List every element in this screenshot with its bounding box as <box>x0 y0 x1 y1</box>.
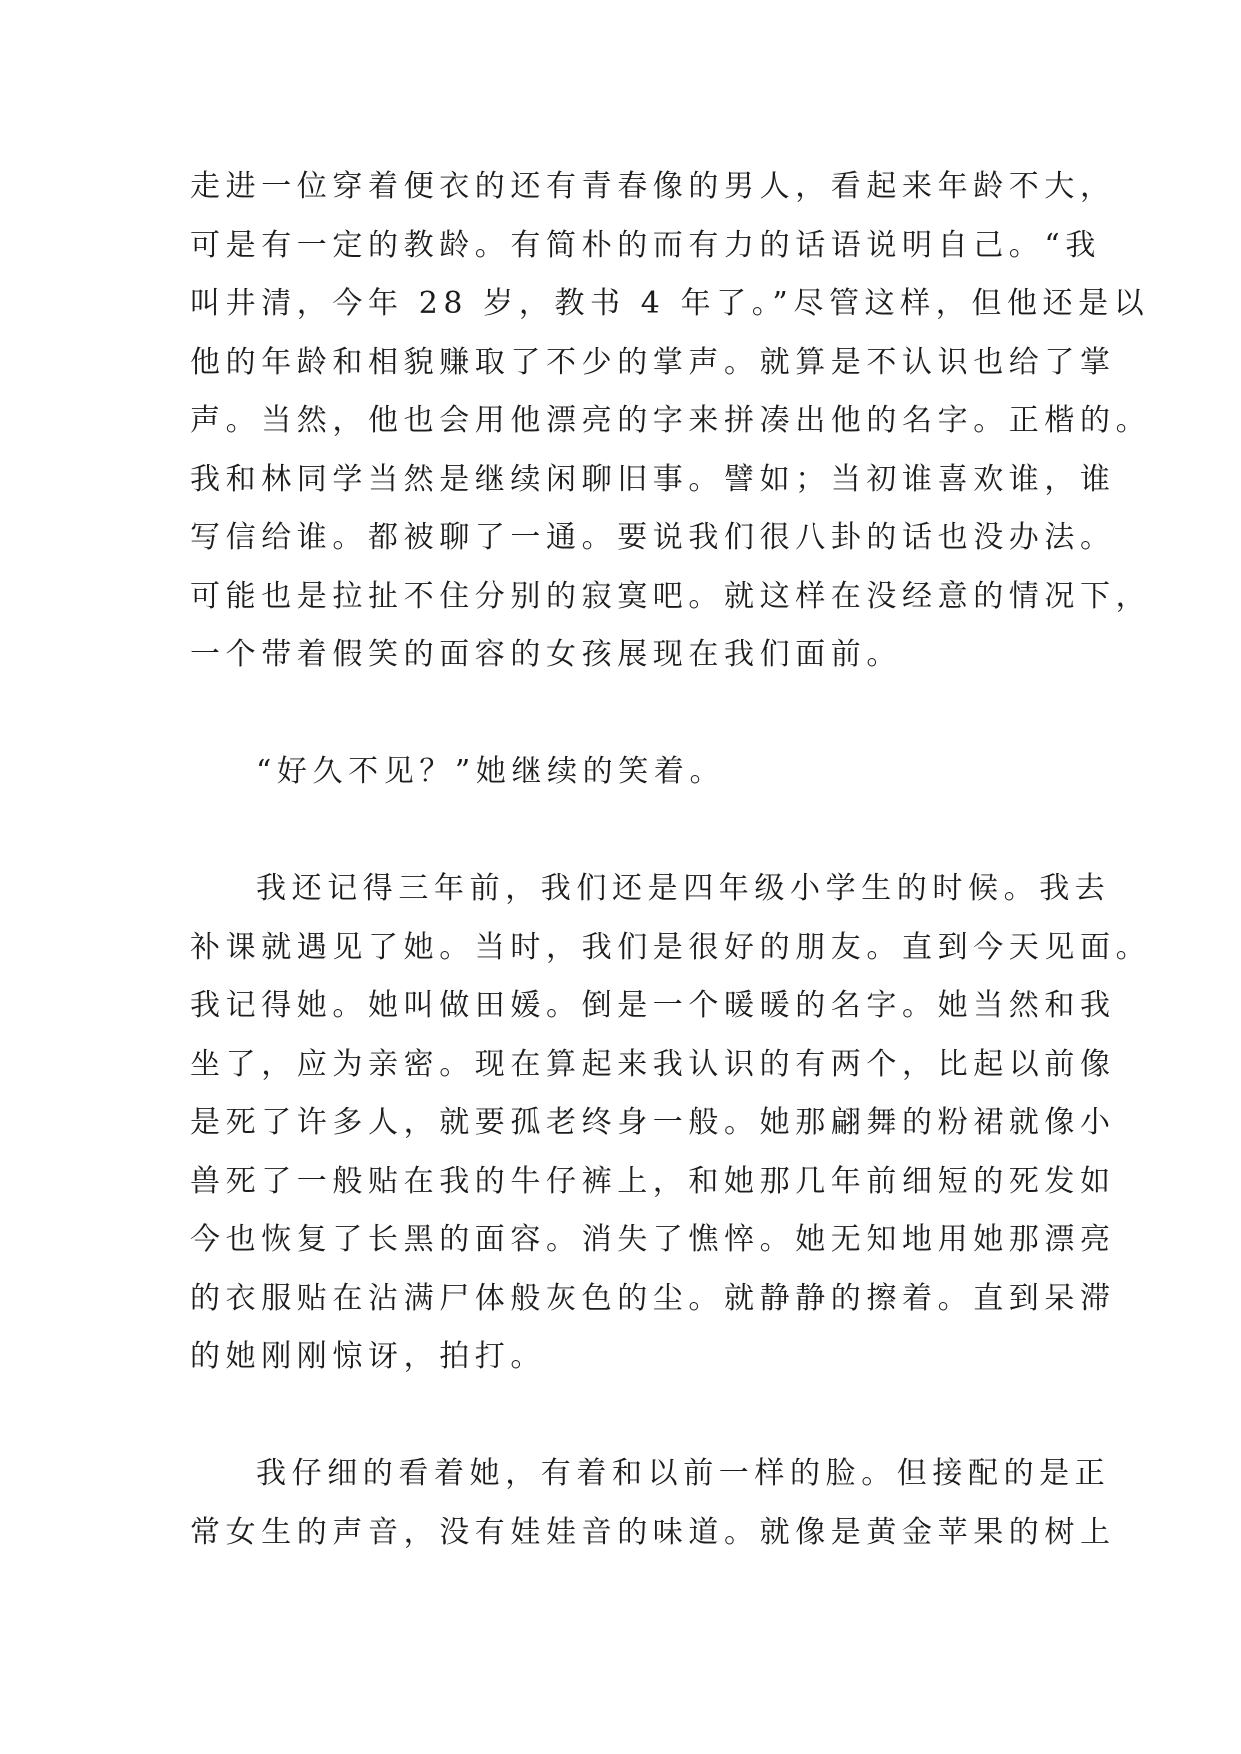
text-line: 声。当然，他也会用他漂亮的字来拼凑出他的名字。正楷的。 <box>190 403 1152 438</box>
text-line: 他的年龄和相貌赚取了不少的掌声。就算是不认识也给了掌 <box>190 344 1116 380</box>
text-line: 走进一位穿着便衣的还有青春像的男人，看起来年龄不大， <box>190 169 1116 204</box>
text-line: 叫井清，今年 28 岁，教书 4 年了。”尽管这样，但他还是以 <box>190 286 1150 321</box>
paragraph-3 <box>190 860 1152 1387</box>
document-body <box>190 158 1152 1562</box>
text-line: 今也恢复了长黑的面容。消失了憔悴。她无知地用她那漂亮 <box>190 1222 1116 1257</box>
paragraph-spacer <box>190 1387 1070 1446</box>
text-line: 坐了，应为亲密。现在算起来我认识的有两个，比起以前像 <box>190 1046 1116 1082</box>
text-line: 的衣服贴在沾满尸体般灰色的尘。就静静的擦着。直到呆滞 <box>190 1280 1116 1316</box>
text-line: 我仔细的看着她，有着和以前一样的脸。但接配的是正 <box>256 1456 1111 1491</box>
text-line: 我还记得三年前，我们还是四年级小学生的时候。我去 <box>256 871 1111 906</box>
text-line: 补课就遇见了她。当时，我们是很好的朋友。直到今天见面。 <box>190 929 1152 965</box>
text-line: “好久不见？”她继续的笑着。 <box>256 754 726 789</box>
text-line: 我和林同学当然是继续闲聊旧事。譬如；当初谁喜欢谁，谁 <box>190 461 1116 497</box>
text-line: 兽死了一般贴在我的牛仔裤上，和她那几年前细短的死发如 <box>190 1163 1116 1199</box>
text-line: 的她刚刚惊讶，拍打。 <box>190 1339 546 1374</box>
text-line: 一个带着假笑的面容的女孩展现在我们面前。 <box>190 637 902 672</box>
paragraph-spacer <box>190 802 1070 861</box>
paragraph-2 <box>190 743 1070 802</box>
text-line: 常女生的声音，没有娃娃音的味道。就像是黄金苹果的树上 <box>190 1514 1116 1550</box>
text-line: 我记得她。她叫做田媛。倒是一个暖暖的名字。她当然和我 <box>190 988 1116 1023</box>
text-line: 写信给谁。都被聊了一通。要说我们很八卦的话也没办法。 <box>190 520 1116 555</box>
paragraph-1 <box>190 158 1152 685</box>
paragraph-4 <box>190 1445 1116 1562</box>
text-line: 可能也是拉扯不住分别的寂寞吧。就这样在没经意的情况下， <box>190 578 1152 614</box>
paragraph-spacer <box>190 685 1070 744</box>
text-line: 是死了许多人，就要孤老终身一般。她那翩舞的粉裙就像小 <box>190 1105 1116 1140</box>
text-line: 可是有一定的教龄。有简朴的而有力的话语说明自己。“我 <box>190 227 1101 263</box>
